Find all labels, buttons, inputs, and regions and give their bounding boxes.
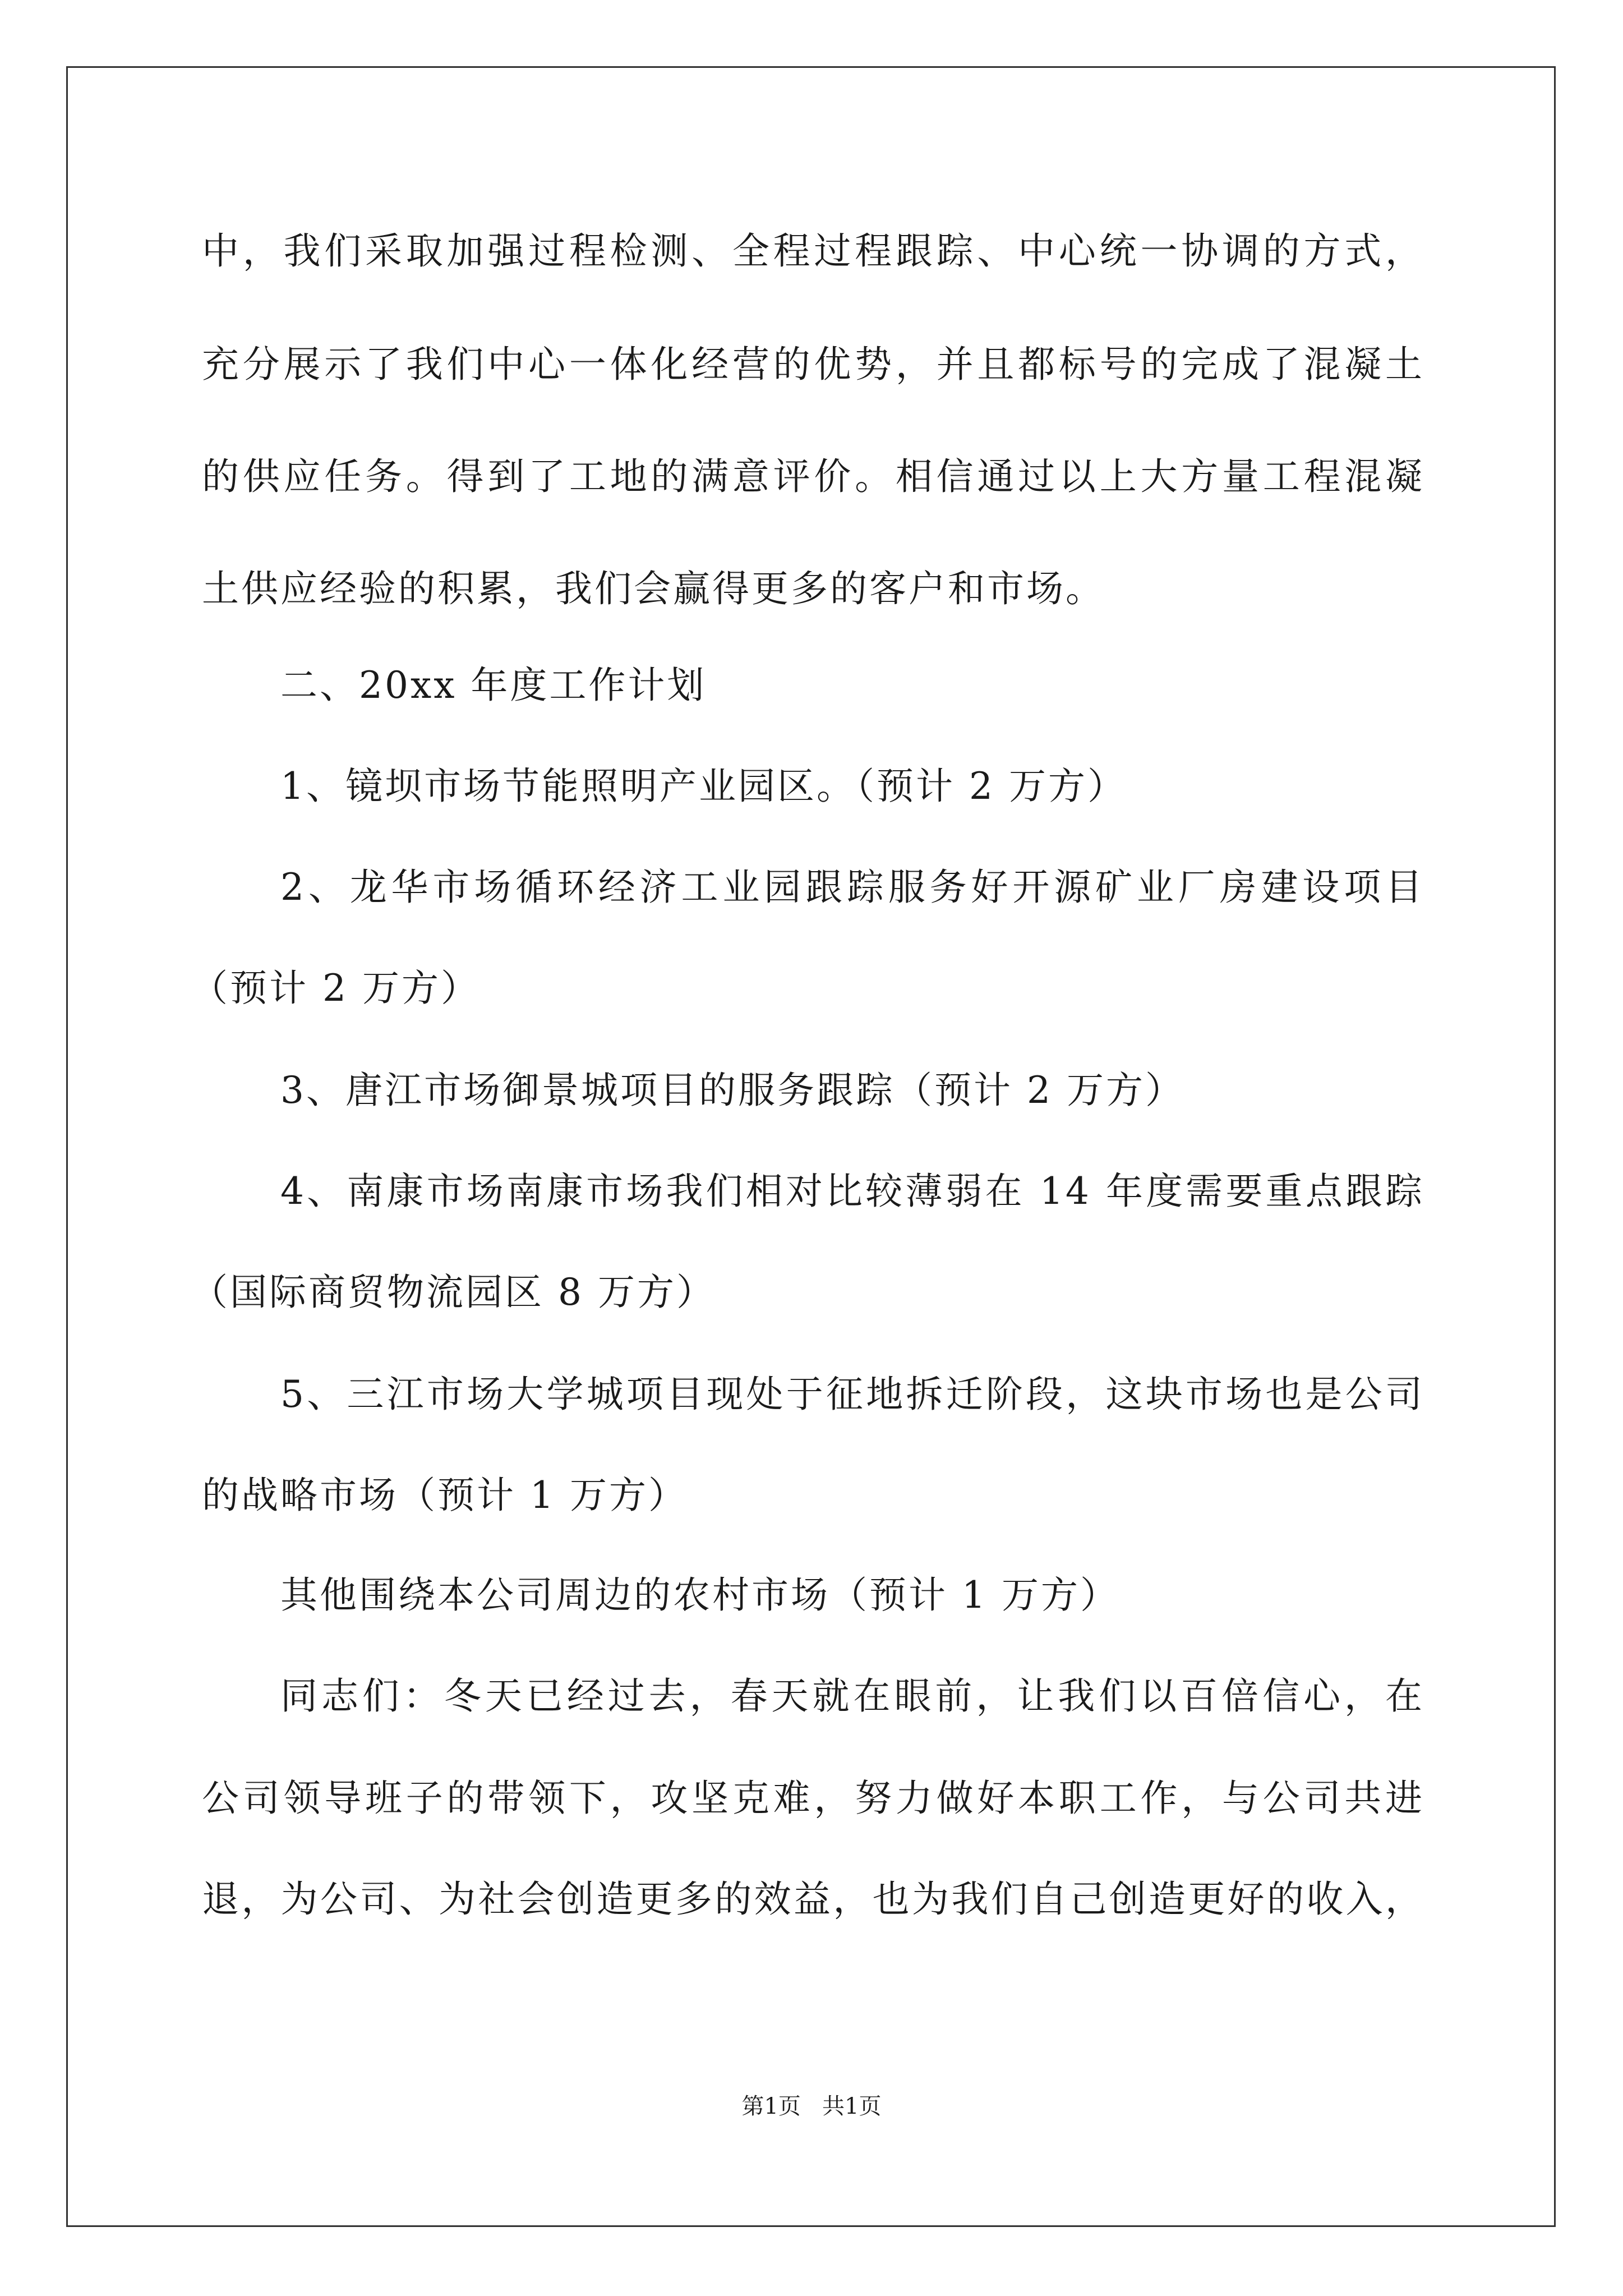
- plan-item-4: 4、南康市场南康市场我们相对比较薄弱在 14 年度需要重点跟踪: [280, 1170, 1424, 1213]
- plan-item-5-cont: 的战略市场（预计 1 万方）: [202, 1474, 688, 1517]
- body-line-3: 的供应任务。得到了工地的满意评价。相信通过以上大方量工程混凝: [202, 455, 1424, 498]
- closing-line-2: 公司领导班子的带领下，攻坚克难，努力做好本职工作，与公司共进: [202, 1777, 1424, 1820]
- closing-line-3: 退，为公司、为社会创造更多的效益，也为我们自己创造更好的收入，: [202, 1878, 1424, 1921]
- page-footer: 第1页 共1页: [741, 2093, 882, 2119]
- plan-item-3: 3、唐江市场御景城项目的服务跟踪（预计 2 万方）: [280, 1069, 1184, 1112]
- body-line-2: 充分展示了我们中心一体化经营的优势，并且都标号的完成了混凝土: [202, 343, 1424, 386]
- plan-item-1: 1、镜坝市场节能照明产业园区。（预计 2 万方）: [280, 765, 1127, 808]
- plan-item-other: 其他围绕本公司周边的农村市场（预计 1 万方）: [280, 1573, 1119, 1617]
- plan-item-4-cont: （国际商贸物流园区 8 万方）: [191, 1271, 716, 1314]
- closing-line-1: 同志们：冬天已经过去，春天就在眼前，让我们以百倍信心，在: [280, 1674, 1424, 1718]
- body-line-4: 土供应经验的积累，我们会赢得更多的客户和市场。: [202, 567, 1105, 610]
- section-heading: 二、20xx 年度工作计划: [280, 664, 707, 707]
- body-line-1: 中，我们采取加强过程检测、全程过程跟踪、中心统一协调的方式，: [202, 229, 1424, 273]
- plan-item-2-cont: （预计 2 万方）: [191, 967, 480, 1010]
- plan-item-2: 2、龙华市场循环经济工业园跟踪服务好开源矿业厂房建设项目: [280, 866, 1424, 909]
- plan-item-5: 5、三江市场大学城项目现处于征地拆迁阶段，这块市场也是公司: [280, 1373, 1424, 1416]
